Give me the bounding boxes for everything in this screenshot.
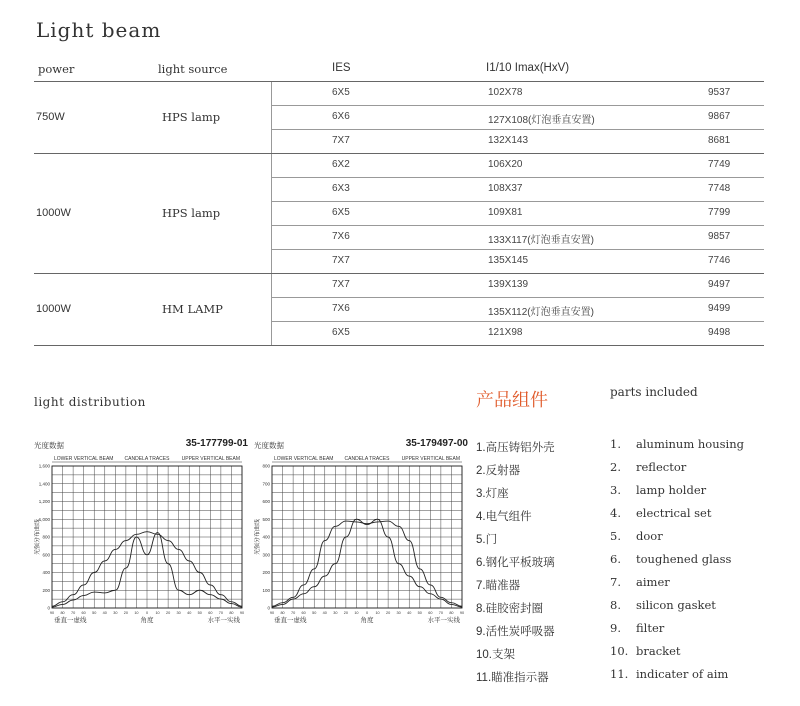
x-tick-label: 20	[123, 611, 129, 615]
x-axis-label: 水平一实线	[207, 617, 240, 624]
part-label: electrical set	[636, 506, 712, 520]
part-label: aimer	[636, 575, 670, 589]
part-item-en	[610, 529, 744, 552]
chart-number: 35-177799-01	[185, 438, 248, 449]
x-tick-label: 40	[187, 611, 192, 615]
x-tick-label: 30	[176, 611, 181, 615]
chart-header-label: UPPER VERTICAL BEAM	[181, 456, 240, 462]
table-row	[272, 106, 764, 130]
part-item-cn: 10.支架	[476, 649, 515, 661]
y-tick-label: 600	[42, 552, 50, 558]
cell-i110: 135X112(灯泡垂直安置)	[488, 307, 594, 318]
part-item-en	[610, 644, 744, 667]
part-item-cn: 11.瞄准指示器	[476, 672, 549, 684]
part-number: 11.	[610, 667, 629, 681]
cell-ies: 6X5	[332, 87, 350, 98]
part-item-cn: 8.硅胶密封圈	[476, 603, 544, 615]
part-item-cn: 3.灯座	[476, 488, 509, 500]
group-rows	[271, 154, 764, 273]
cell-ies: 6X5	[332, 327, 350, 338]
part-number: 10.	[610, 644, 629, 658]
table-row	[272, 226, 764, 250]
table-group	[34, 82, 764, 154]
y-tick-label: 600	[262, 499, 270, 504]
chart-caption: 光度数据	[34, 441, 64, 450]
cell-power: 1000W	[36, 302, 71, 315]
x-tick-label: 90	[459, 611, 465, 615]
y-tick-label: 400	[262, 534, 270, 540]
cell-ies: 7X7	[332, 135, 350, 146]
y-tick-label: 0	[267, 605, 270, 611]
cell-ies: 7X6	[332, 231, 350, 242]
cell-value: 8681	[708, 135, 731, 146]
x-tick-label: 70	[70, 611, 76, 615]
distribution-chart-1	[34, 438, 250, 638]
group-rows	[271, 274, 764, 345]
cell-value: 7746	[708, 255, 731, 266]
parts-title-en: parts included	[610, 385, 698, 399]
y-tick-label: 800	[42, 534, 50, 540]
cell-i110: 132X143	[488, 135, 529, 146]
cell-value: 9499	[708, 303, 731, 314]
y-tick-label: 500	[262, 516, 270, 522]
cell-i110: 135X145	[488, 255, 529, 266]
x-tick-label: 90	[239, 611, 245, 615]
y-tick-label: 1,600	[38, 463, 50, 469]
x-tick-label: 80	[280, 611, 285, 615]
chart-plot	[34, 452, 250, 624]
cell-i110: 121X98	[488, 327, 523, 338]
part-label: bracket	[636, 644, 681, 658]
x-axis-label: 垂直一虚线	[274, 617, 307, 624]
cell-ies: 6X3	[332, 183, 350, 194]
cell-ies: 6X6	[332, 111, 350, 122]
table-group	[34, 154, 764, 274]
part-item-cn: 2.反射器	[476, 465, 521, 477]
page-title: Light beam	[36, 18, 162, 42]
y-tick-label: 200	[42, 587, 50, 593]
part-item-en	[610, 437, 744, 460]
part-label: lamp holder	[636, 483, 707, 497]
table-row	[272, 178, 764, 202]
part-label: silicon gasket	[636, 598, 716, 612]
x-tick-label: 60	[208, 611, 213, 615]
part-number: 6.	[610, 552, 621, 566]
distribution-chart-2	[254, 438, 470, 638]
x-axis-label: 角度	[360, 617, 374, 624]
header-ies: IES	[332, 62, 351, 74]
part-item-cn: 9.活性炭呼吸器	[476, 626, 555, 638]
x-tick-label: 10	[375, 611, 380, 615]
cell-ies: 7X7	[332, 279, 350, 290]
cell-i110: 109X81	[488, 207, 523, 218]
cell-value: 7748	[708, 183, 731, 194]
y-axis-title: 光强分布曲线	[35, 518, 41, 556]
table-row	[272, 298, 764, 322]
x-tick-label: 60	[81, 611, 86, 615]
y-tick-label: 1,400	[38, 481, 50, 487]
y-axis-title: 光强分布曲线	[255, 518, 261, 556]
x-tick-label: 90	[269, 611, 275, 615]
cell-i110: 133X117(灯泡垂直安置)	[488, 235, 594, 246]
table-row	[272, 82, 764, 106]
part-number: 4.	[610, 506, 621, 520]
part-item-cn: 5.门	[476, 534, 498, 546]
table-row	[272, 130, 764, 153]
part-item-cn: 4.电气组件	[476, 511, 532, 523]
cell-value: 9857	[708, 231, 731, 242]
x-tick-label: 70	[218, 611, 224, 615]
cell-i110: 106X20	[488, 159, 523, 170]
part-label: reflector	[636, 460, 687, 474]
part-number: 8.	[610, 598, 621, 612]
cell-i110: 108X37	[488, 183, 523, 194]
chart-number: 35-179497-00	[405, 438, 468, 449]
x-tick-label: 0	[145, 611, 149, 615]
cell-value: 7749	[708, 159, 731, 170]
chart-plot	[254, 452, 470, 624]
table-header	[34, 58, 764, 82]
part-number: 2.	[610, 460, 621, 474]
part-item-en	[610, 598, 744, 621]
cell-ies: 7X7	[332, 255, 350, 266]
part-number: 3.	[610, 483, 621, 497]
cell-light-source: HPS lamp	[162, 109, 221, 124]
x-tick-label: 70	[290, 611, 296, 615]
x-tick-label: 50	[417, 611, 422, 615]
part-item-en	[610, 506, 744, 529]
y-tick-label: 300	[262, 552, 270, 558]
cell-light-source: HPS lamp	[162, 205, 221, 220]
part-item-en	[610, 552, 744, 575]
x-tick-label: 30	[113, 611, 118, 615]
chart-caption: 光度数据	[254, 441, 284, 450]
part-item-cn: 1.高压铸铝外壳	[476, 442, 555, 454]
y-tick-label: 700	[262, 481, 270, 487]
chart-header-label: UPPER VERTICAL BEAM	[401, 456, 460, 462]
x-tick-label: 20	[385, 611, 391, 615]
x-axis-label: 角度	[140, 617, 154, 624]
x-tick-label: 10	[155, 611, 160, 615]
y-tick-label: 200	[262, 570, 270, 575]
chart-header-label: LOWER VERTICAL BEAM	[54, 456, 114, 462]
x-tick-label: 10	[134, 611, 139, 615]
cell-i110: 102X78	[488, 87, 523, 98]
x-tick-label: 90	[49, 611, 55, 615]
cell-ies: 7X6	[332, 303, 350, 314]
x-axis-label: 垂直一虚线	[54, 617, 87, 624]
part-number: 5.	[610, 529, 621, 543]
part-label: aluminum housing	[636, 437, 744, 451]
x-tick-label: 50	[92, 611, 97, 615]
x-tick-label: 40	[407, 611, 412, 615]
cell-light-source: HM LAMP	[162, 301, 223, 316]
part-item-en	[610, 667, 744, 690]
part-item-cn: 7.瞄准器	[476, 580, 521, 592]
part-label: filter	[636, 621, 665, 635]
y-tick-label: 800	[262, 463, 270, 469]
table-row	[272, 322, 764, 345]
y-tick-label: 1,000	[38, 516, 50, 522]
cell-ies: 6X5	[332, 207, 350, 218]
parts-list-cn	[476, 439, 555, 692]
cell-power: 1000W	[36, 206, 71, 219]
x-tick-label: 70	[438, 611, 444, 615]
part-number: 7.	[610, 575, 621, 589]
cell-value: 9498	[708, 327, 731, 338]
table-row	[272, 250, 764, 273]
table-row	[272, 274, 764, 298]
parts-title-cn: 产品组件	[476, 390, 548, 410]
part-label: door	[636, 529, 663, 543]
x-tick-label: 60	[301, 611, 306, 615]
x-tick-label: 50	[312, 611, 317, 615]
x-tick-label: 30	[396, 611, 401, 615]
x-tick-label: 30	[333, 611, 338, 615]
x-axis-label: 水平一实线	[427, 617, 460, 624]
part-number: 9.	[610, 621, 621, 635]
y-tick-label: 1,200	[38, 499, 50, 504]
cell-value: 9497	[708, 279, 731, 290]
group-rows	[271, 82, 764, 153]
table-row	[272, 202, 764, 226]
part-label: toughened glass	[636, 552, 732, 566]
table-group	[34, 274, 764, 346]
part-item-en	[610, 483, 744, 506]
x-tick-label: 80	[229, 611, 234, 615]
header-i110: I1/10 Imax(HxV)	[486, 62, 570, 74]
x-tick-label: 50	[197, 611, 202, 615]
parts-list-en	[610, 437, 744, 690]
x-tick-label: 60	[428, 611, 433, 615]
x-tick-label: 20	[165, 611, 171, 615]
part-item-cn: 6.钢化平板玻璃	[476, 557, 555, 569]
chart-header-label: CANDELA TRACES	[344, 456, 390, 462]
chart-header-label: LOWER VERTICAL BEAM	[274, 456, 334, 462]
cell-i110: 127X108(灯泡垂直安置)	[488, 115, 595, 126]
header-light-source: light source	[158, 62, 228, 76]
table-body	[34, 82, 764, 346]
x-tick-label: 40	[322, 611, 327, 615]
cell-value: 9537	[708, 87, 731, 98]
spec-table	[34, 58, 764, 346]
part-item-en	[610, 575, 744, 598]
x-tick-label: 80	[60, 611, 65, 615]
cell-value: 7799	[708, 207, 731, 218]
y-tick-label: 0	[47, 605, 50, 611]
chart-header-label: CANDELA TRACES	[124, 456, 170, 462]
part-item-en	[610, 621, 744, 644]
x-tick-label: 40	[102, 611, 107, 615]
cell-ies: 6X2	[332, 159, 350, 170]
distribution-title: light distribution	[34, 395, 146, 409]
cell-i110: 139X139	[488, 279, 529, 290]
table-row	[272, 154, 764, 178]
x-tick-label: 0	[365, 611, 369, 615]
header-power: power	[38, 62, 75, 76]
part-item-en	[610, 460, 744, 483]
part-label: indicater of aim	[636, 667, 729, 681]
x-tick-label: 20	[343, 611, 349, 615]
x-tick-label: 80	[449, 611, 454, 615]
part-number: 1.	[610, 437, 621, 451]
cell-power: 750W	[36, 110, 65, 123]
y-tick-label: 400	[42, 570, 50, 575]
y-tick-label: 100	[262, 587, 270, 593]
x-tick-label: 10	[354, 611, 359, 615]
cell-value: 9867	[708, 111, 731, 122]
